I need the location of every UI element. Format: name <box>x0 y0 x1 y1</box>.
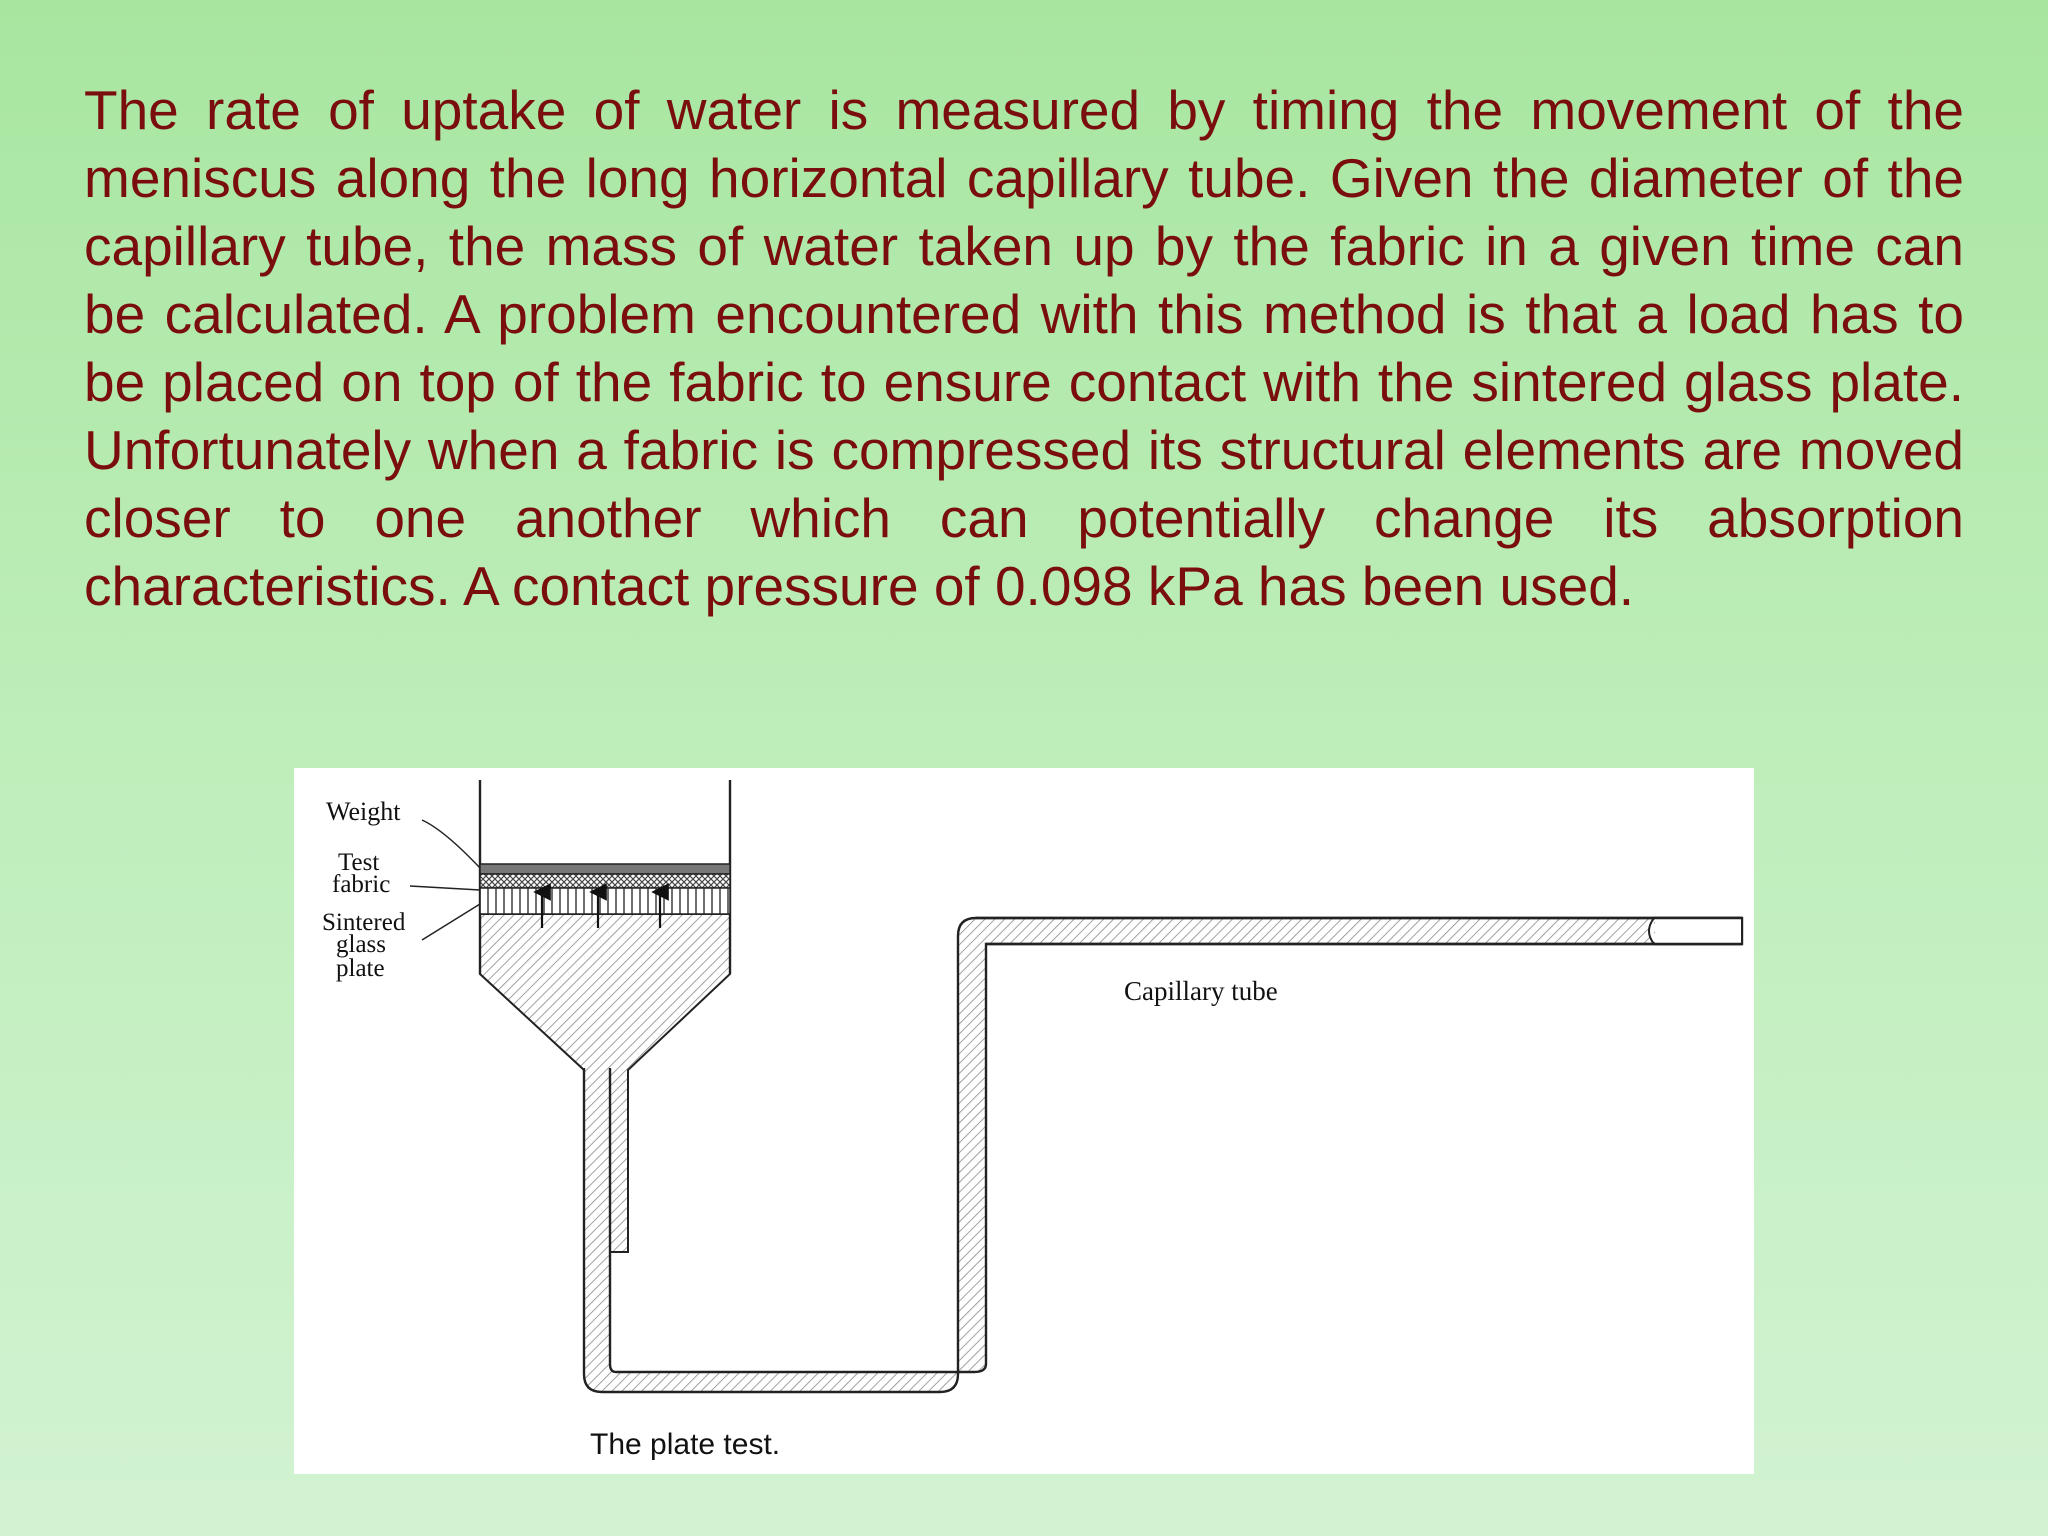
sintered-label-line2: glass <box>336 931 386 958</box>
body-paragraph: The rate of uptake of water is measured by timing the movement of the meniscus along the long horizontal capillary tube. Given the diameter of the capillary tube, the mass of water taken up by the fabric in a given time can be calculated. A problem encountered with this method is that a load has to be placed on top of the fabric to ensure contact with the sintered glass plate. Unfortunately when a fabric is compressed its structural elements are moved closer to one another which can potentially change its absorption characteristics. A contact pressure of 0.098 kPa has been used. <box>84 79 1964 617</box>
figure-caption: The plate test. <box>590 1428 781 1461</box>
test-fabric-label-line2: fabric <box>332 871 391 898</box>
weight-layer <box>480 864 730 874</box>
sintered-label-line3: plate <box>336 955 385 982</box>
sintered-glass-plate <box>480 888 730 914</box>
test-fabric-layer <box>480 874 730 888</box>
sintered-label-line1: Sintered <box>322 909 406 936</box>
capillary-tube-label: Capillary tube <box>1124 976 1278 1006</box>
plate-test-figure <box>294 768 1754 1474</box>
test-fabric-label-line1: Test <box>338 849 380 876</box>
weight-label: Weight <box>326 797 401 826</box>
plate-test-diagram <box>294 768 1754 1474</box>
